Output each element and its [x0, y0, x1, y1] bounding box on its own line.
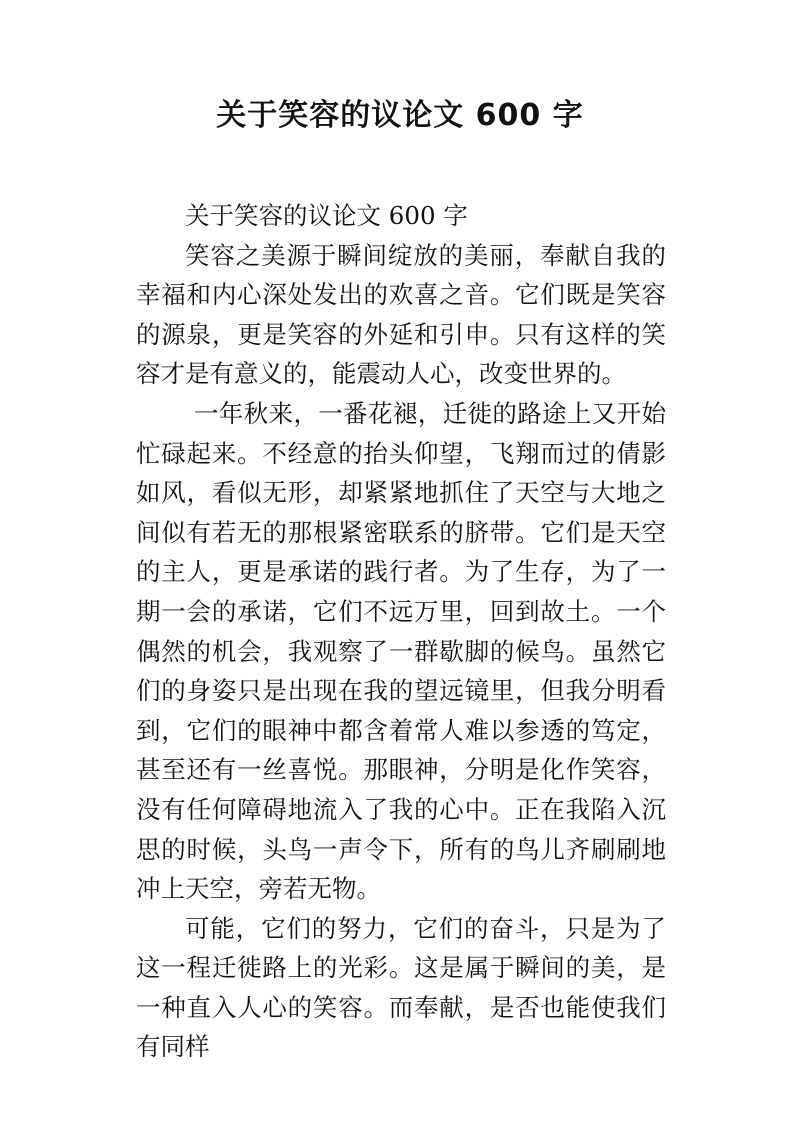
paragraph: 笑容之美源于瞬间绽放的美丽，奉献自我的幸福和内心深处发出的欢喜之音。它们既是笑容的源泉，更是笑容的外延和引申。只有这样的笑容才是有意义的，能震动人心，改变世界的。 [136, 240, 666, 389]
document-title: 关于笑容的议论文 600 字 [216, 98, 584, 133]
document-body [136, 196, 666, 1067]
paragraph: 一年秋来，一番花褪，迁徙的路途上又开始忙碌起来。不经意的抬头仰望，飞翔而过的倩影如风，看似无形，却紧紧地抓住了天空与大地之间似有若无的那根紧密联系的脐带。它们是天空的主人，更是承诺的践行者。为了生存，为了一期一会的承诺，它们不远万里，回到故土。一个偶然的机会，我观察了一群歇脚的候鸟。虽然它们的身姿只是出现在我的望远镜里，但我分明看到，它们的眼神中都含着常人难以参透的笃定，甚至还有一丝喜悦。那眼神，分明是化作笑容，没有任何障碍地流入了我的心中。正在我陷入沉思的时候，头鸟一声令下，所有的鸟儿齐刷刷地冲上天空，旁若无物。 [136, 398, 666, 904]
paragraph-subtitle: 关于笑容的议论文 600 字 [185, 201, 468, 230]
paragraph: 可能，它们的努力，它们的奋斗，只是为了这一程迁徙路上的光彩。这是属于瞬间的美，是一种直入人心的笑容。而奉献，是否也能使我们有同样 [136, 913, 666, 1062]
